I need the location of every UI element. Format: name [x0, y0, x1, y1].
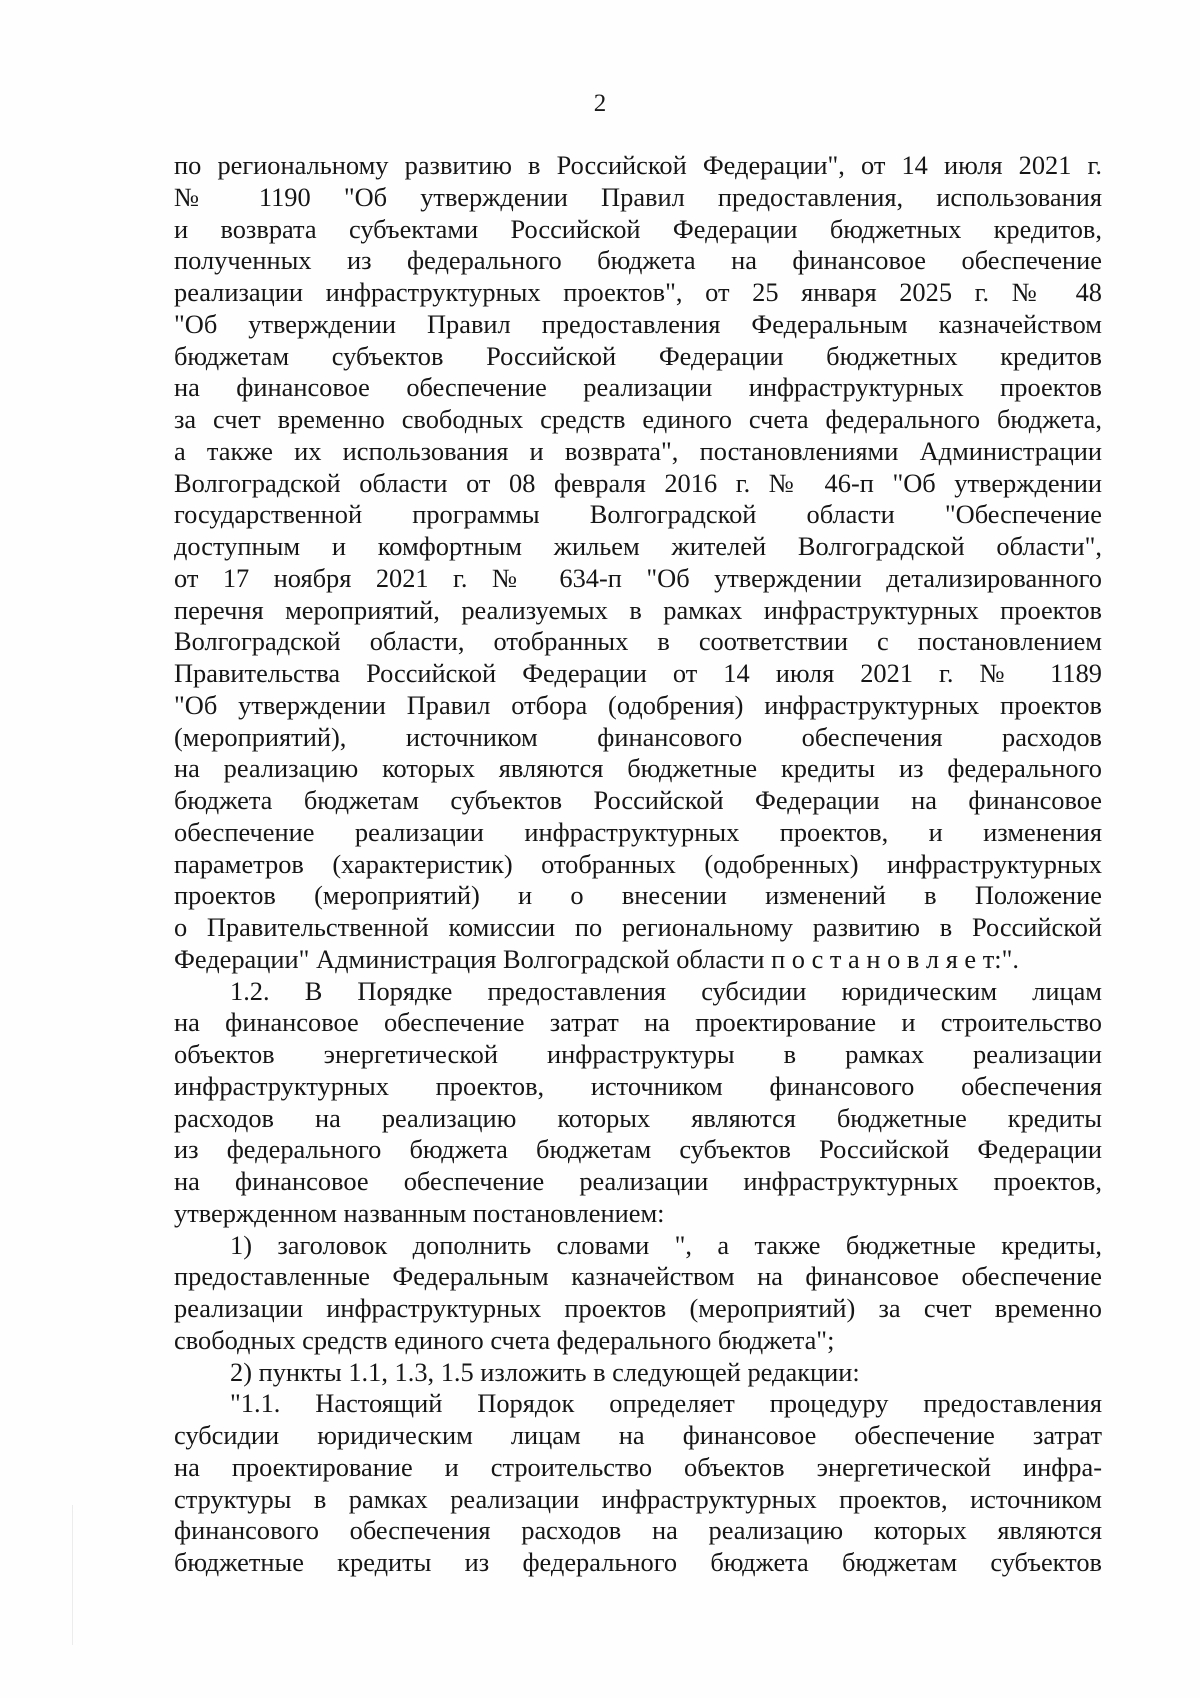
- text-line: от 17 ноября 2021 г. № 634-п "Об утверждении детализированного: [174, 562, 1102, 593]
- text-line: на реализацию которых являются бюджетные кредиты из федерального: [174, 753, 1102, 784]
- page-number: 2: [593, 90, 607, 117]
- document-body: [174, 150, 1102, 1579]
- text-line: на финансовое обеспечение затрат на проектирование и строительство: [174, 1007, 1102, 1038]
- text-line: за счет временно свободных средств единого счета федерального бюджета,: [174, 404, 1102, 434]
- text-line: свободных средств единого счета федерального бюджета";: [174, 1324, 835, 1355]
- text-line: из федерального бюджета бюджетам субъектов Российской Федерации: [174, 1134, 1102, 1165]
- text-line: бюджета бюджетам субъектов Российской Федерации на финансовое: [174, 785, 1102, 815]
- text-line: субсидии юридическим лицам на финансовое обеспечение затрат: [174, 1420, 1102, 1450]
- text-line: на проектирование и строительство объектов энергетической инфра-: [174, 1451, 1102, 1482]
- text-line: Волгоградской области, отобранных в соответствии с постановлением: [174, 626, 1102, 657]
- paragraph: [174, 150, 1102, 976]
- text-line: перечня мероприятий, реализуемых в рамках инфраструктурных проектов: [174, 594, 1102, 625]
- text-line: Правительства Российской Федерации от 14 июля 2021 г. № 1189: [174, 658, 1102, 688]
- text-line: (мероприятий), источником финансового обеспечения расходов: [174, 721, 1102, 752]
- text-line: обеспечение реализации инфраструктурных проектов, и изменения: [174, 816, 1102, 847]
- text-line: утвержденном названным постановлением:: [174, 1197, 665, 1228]
- text-line: параметров (характеристик) отобранных (одобренных) инфраструктурных: [174, 848, 1102, 879]
- paragraph: [174, 1357, 1102, 1389]
- text-line: а также их использования и возврата", постановлениями Администрации: [174, 435, 1102, 466]
- text-line: № 1190 "Об утверждении Правил предоставления, использования: [174, 181, 1102, 212]
- text-line: реализации инфраструктурных проектов (мероприятий) за счет временно: [174, 1293, 1102, 1323]
- paragraph: [174, 1230, 1102, 1357]
- text-line: "Об утверждении Правил отбора (одобрения) инфраструктурных проектов: [174, 689, 1102, 720]
- paragraph: [174, 976, 1102, 1230]
- text-line: государственной программы Волгоградской области "Обеспечение: [174, 499, 1102, 530]
- text-line: предоставленные Федеральным казначейством на финансовое обеспечение: [174, 1261, 1102, 1292]
- text-line: по региональному развитию в Российской Федерации", от 14 июля 2021 г.: [174, 150, 1102, 180]
- text-line: инфраструктурных проектов, источником финансового обеспечения: [174, 1070, 1102, 1101]
- text-line: 2) пункты 1.1, 1.3, 1.5 изложить в следующей редакции:: [230, 1356, 860, 1387]
- paragraph: [174, 1388, 1102, 1579]
- text-line: и возврата субъектами Российской Федерации бюджетных кредитов,: [174, 213, 1102, 244]
- text-line: на финансовое обеспечение реализации инфраструктурных проектов: [174, 372, 1102, 403]
- text-line: Волгоградской области от 08 февраля 2016 г. № 46-п "Об утверждении: [174, 467, 1102, 498]
- text-line: 1) заголовок дополнить словами ", а также бюджетные кредиты,: [230, 1229, 1102, 1260]
- text-line: бюджетные кредиты из федерального бюджета бюджетам субъектов: [174, 1547, 1102, 1577]
- text-line: о Правительственной комиссии по региональному развитию в Российской: [174, 912, 1102, 942]
- text-line: "1.1. Настоящий Порядок определяет процедуру предоставления: [230, 1388, 1102, 1419]
- text-line: финансового обеспечения расходов на реализацию которых являются: [174, 1515, 1102, 1546]
- text-line: проектов (мероприятий) и о внесении изменений в Положение: [174, 880, 1102, 911]
- text-line: Федерации" Администрация Волгоградской области п о с т а н о в л я е т:".: [174, 943, 1019, 974]
- text-line: реализации инфраструктурных проектов", от 25 января 2025 г. № 48: [174, 277, 1102, 307]
- text-line: полученных из федерального бюджета на финансовое обеспечение: [174, 245, 1102, 276]
- text-line: расходов на реализацию которых являются бюджетные кредиты: [174, 1102, 1102, 1133]
- text-line: на финансовое обеспечение реализации инфраструктурных проектов,: [174, 1166, 1102, 1196]
- text-line: структуры в рамках реализации инфраструктурных проектов, источником: [174, 1483, 1102, 1514]
- scan-artifact-line: [72, 1505, 73, 1645]
- text-line: доступным и комфортным жильем жителей Волгоградской области",: [174, 531, 1102, 561]
- text-line: объектов энергетической инфраструктуры в рамках реализации: [174, 1039, 1102, 1069]
- text-line: 1.2. В Порядке предоставления субсидии юридическим лицам: [230, 975, 1102, 1006]
- text-line: бюджетам субъектов Российской Федерации бюджетных кредитов: [174, 340, 1102, 371]
- text-line: "Об утверждении Правил предоставления Федеральным казначейством: [174, 308, 1102, 339]
